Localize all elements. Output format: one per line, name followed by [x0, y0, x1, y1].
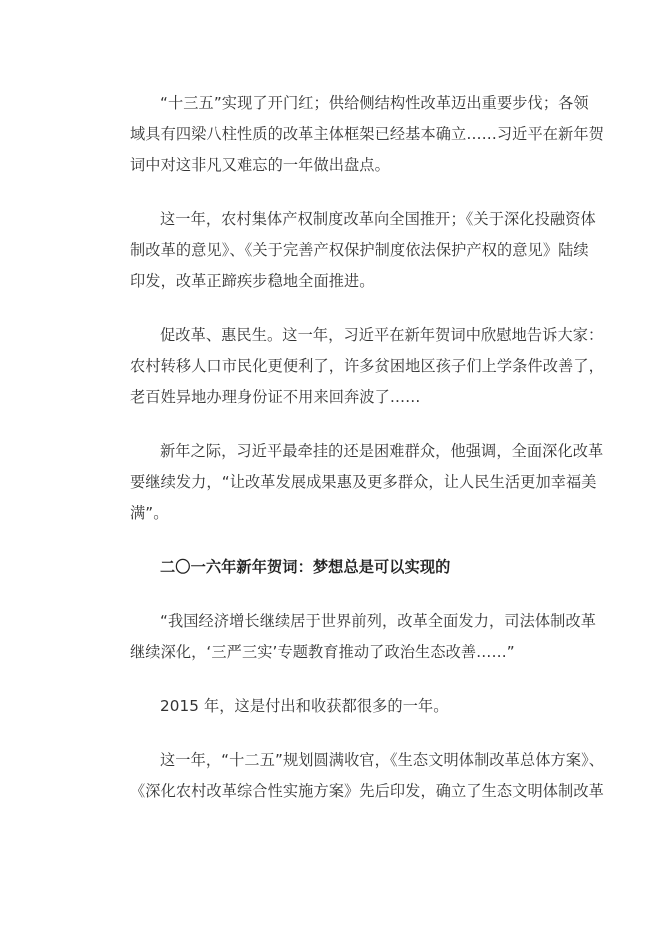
text-line: 这一年，农村集体产权制度改革向全国推开；《关于深化投融资体	[160, 210, 596, 228]
paragraph-2	[100, 204, 596, 297]
text-line: 制改革的意见》、《关于完善产权保护制度依法保护产权的意见》陆续	[130, 241, 589, 259]
text-line: “十三五”实现了开门红；供给侧结构性改革迈出重要步伐；各领	[160, 94, 589, 112]
text-line: 满”。	[130, 504, 169, 522]
paragraph-1	[100, 88, 604, 181]
section-heading	[100, 552, 540, 583]
text-line: 要继续发力，“让改革发展成果惠及更多群众，让人民生活更加幸福美	[130, 473, 597, 491]
text-line: 这一年，“十二五”规划圆满收官，《生态文明体制改革总体方案》、	[160, 751, 605, 769]
text-line: 印发，改革正蹄疾步稳地全面推进。	[130, 272, 375, 290]
paragraph-4	[100, 436, 604, 529]
text-line: 新年之际，习近平最牵挂的还是困难群众，他强调，全面深化改革	[160, 442, 604, 460]
text-line: 老百姓异地办理身份证不用来回奔波了……	[130, 388, 421, 406]
text-line: “我国经济增长继续居于世界前列，改革全面发力，司法体制改革	[160, 612, 597, 630]
text-line: 农村转移人口市民化更便利了，许多贫困地区孩子们上学条件改善了，	[130, 357, 604, 375]
paragraph-quote	[100, 606, 597, 668]
text-line: 词中对这非凡又难忘的一年做出盘点。	[130, 156, 390, 174]
paragraph-3	[100, 320, 604, 413]
text-line: 域具有四梁八柱性质的改革主体框架已经基本确立……习近平在新年贺	[130, 125, 604, 143]
document-page	[100, 88, 605, 830]
text-line: 2015 年，这是付出和收获都很多的一年。	[160, 697, 449, 715]
paragraph-last	[100, 745, 605, 807]
paragraph-year	[100, 691, 540, 722]
text-line: 促改革、惠民生。这一年，习近平在新年贺词中欣慰地告诉大家：	[160, 326, 604, 344]
heading-text: 二〇一六年新年贺词：梦想总是可以实现的	[160, 558, 451, 576]
text-line: 《深化农村改革综合性实施方案》先后印发，确立了生态文明体制改革	[130, 782, 604, 800]
text-line: 继续深化，‘三严三实’专题教育推动了政治生态改善……”	[130, 643, 515, 661]
